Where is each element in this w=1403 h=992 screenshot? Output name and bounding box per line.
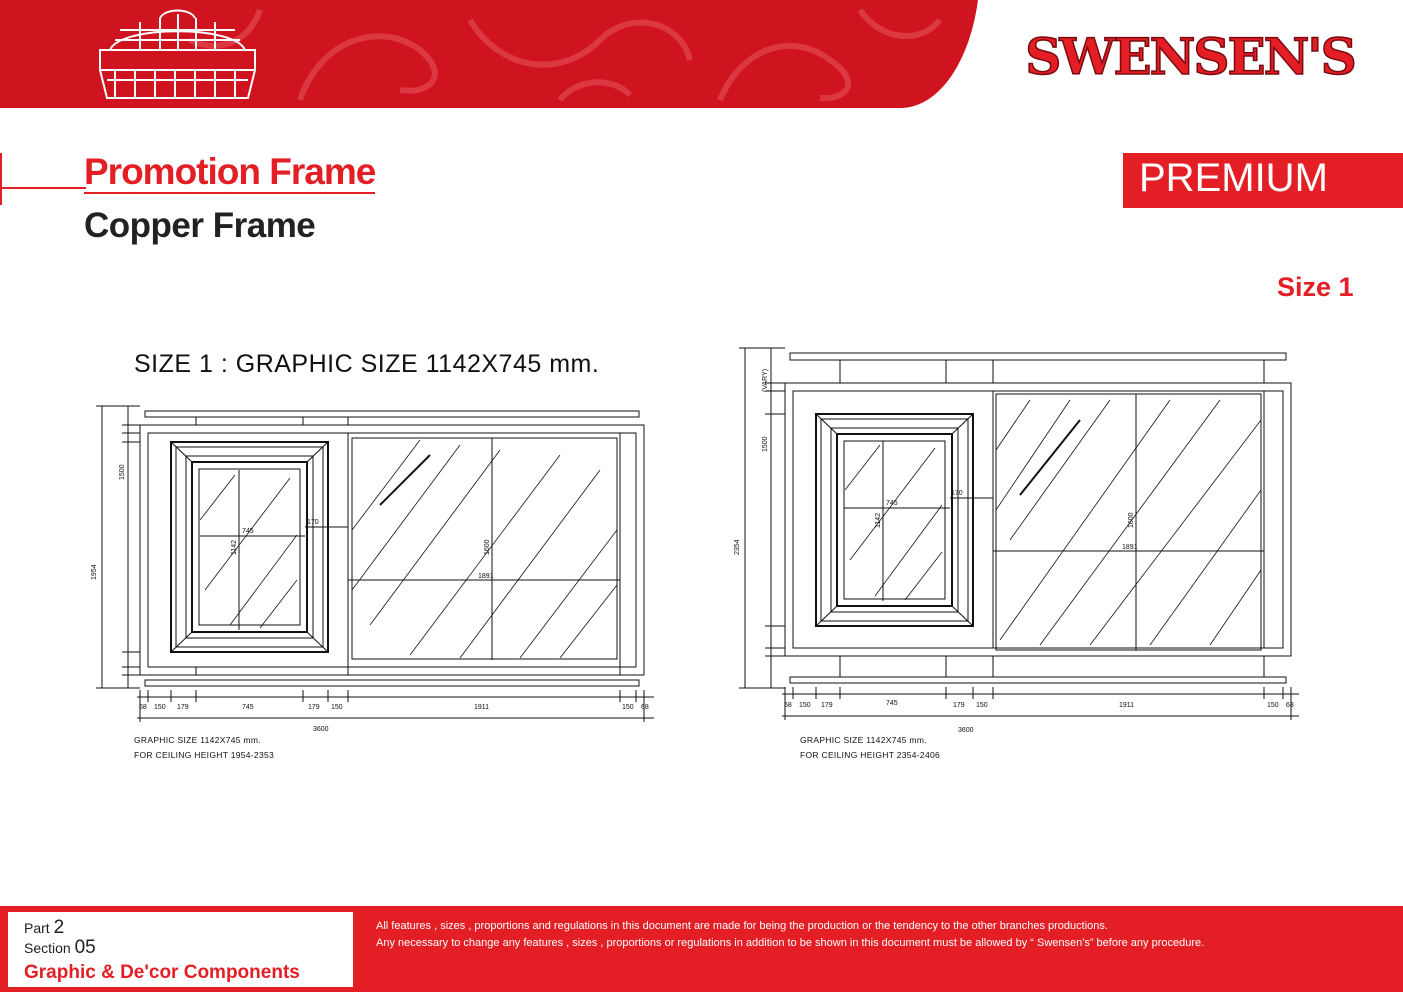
bottom-dim-5: 150 (331, 704, 343, 711)
bottom-dim-r-8: 68 (1286, 702, 1294, 709)
section-number: 05 (74, 937, 96, 958)
bottom-dim-r-7: 150 (1267, 702, 1279, 709)
dim-offset-r: 170 (951, 490, 963, 497)
dim-graphic-height-r: 1142 (875, 512, 882, 528)
dim-graphic-width: 745 (242, 528, 254, 535)
bottom-dim-2: 179 (177, 704, 189, 711)
dim-graphic-width-r: 745 (886, 500, 898, 507)
disclaimer-line1: All features , sizes , proportions and regulations in this document are made for being the production or the tendency to the other branches productions. (376, 920, 1108, 932)
bottom-dim-r-4: 179 (953, 702, 965, 709)
bottom-dim-r-6: 1911 (1119, 702, 1135, 709)
section-label: Section (24, 940, 71, 956)
dim-panel-width: 1891 (478, 573, 494, 580)
bottom-dim-7: 150 (622, 704, 634, 711)
bottom-dim-r-0: 68 (784, 702, 792, 709)
part-indicator (24, 917, 64, 939)
note-left-line1: GRAPHIC SIZE 1142X745 mm. (134, 735, 261, 745)
page-title: Promotion Frame (84, 151, 376, 192)
bottom-dim-3: 745 (242, 704, 254, 711)
drawing-title: SIZE 1 : GRAPHIC SIZE 1142X745 mm. (134, 350, 600, 378)
dim-graphic-height: 1142 (231, 539, 238, 555)
size-label: Size 1 (1277, 272, 1354, 302)
note-right (800, 733, 940, 763)
dim-side-height: 1500 (119, 464, 126, 480)
part-label: Part (24, 920, 50, 936)
elevation-right (739, 348, 1299, 720)
bottom-dim-r-5: 150 (976, 702, 988, 709)
bottom-dim-0: 68 (139, 704, 147, 711)
part-number: 2 (53, 917, 65, 938)
disclaimer-line2: Any necessary to change any features , sizes , proportions or regulations in addition to be shown in this document must be allowed by “ Swensen's” before any procedure. (376, 937, 1205, 949)
footer (0, 906, 1403, 992)
dim-total-width: 3600 (313, 726, 329, 733)
bottom-dim-1: 150 (154, 704, 166, 711)
bottom-dim-8: 68 (641, 704, 649, 711)
footer-section-box (8, 912, 353, 987)
note-left (134, 733, 274, 763)
note-right-line1: GRAPHIC SIZE 1142X745 mm. (800, 735, 927, 745)
dim-total-width-r: 3600 (958, 727, 974, 734)
component-title: Graphic & De'cor Components (24, 962, 300, 983)
dim-offset: 170 (307, 519, 319, 526)
bottom-dim-r-3: 745 (886, 700, 898, 707)
dim-panel-width-r: 1891 (1122, 544, 1138, 551)
dim-panel-height: 1600 (484, 539, 491, 555)
dim-panel-height-r: 1600 (1128, 512, 1135, 528)
dim-total-height: 1954 (91, 564, 98, 580)
dim-vary-r: (VARY) (762, 368, 769, 392)
elevation-left (96, 406, 654, 722)
note-right-line2: FOR CEILING HEIGHT 2354-2406 (800, 750, 941, 760)
brand-logo: SWENSEN'S (1025, 27, 1355, 86)
page-subtitle: Copper Frame (84, 206, 316, 245)
bottom-dim-4: 179 (308, 704, 320, 711)
bottom-dim-6: 1911 (474, 704, 490, 711)
section-indicator (24, 937, 96, 959)
premium-badge-label: PREMIUM (1139, 156, 1328, 200)
bottom-dim-r-2: 179 (821, 702, 833, 709)
dim-total-height-r: 2354 (734, 539, 741, 555)
bottom-dim-r-1: 150 (799, 702, 811, 709)
dim-side-height-r: 1500 (762, 436, 769, 452)
note-left-line2: FOR CEILING HEIGHT 1954-2353 (134, 750, 275, 760)
disclaimer (376, 918, 1256, 952)
